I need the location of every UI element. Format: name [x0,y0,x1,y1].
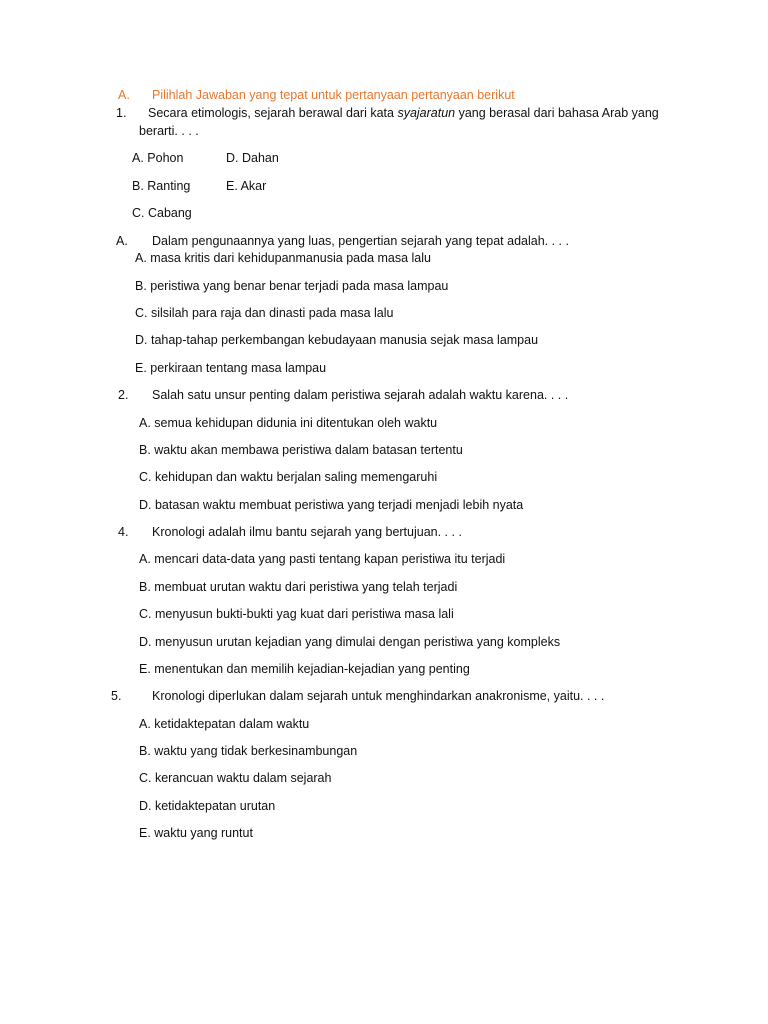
q4-option-c: C. menyusun bukti-bukti yag kuat dari peristiwa masa lali [139,607,454,621]
q1-option-b: B. Ranting [132,179,191,193]
question-5-text: Kronologi diperlukan dalam sejarah untuk menghindarkan anakronisme, yaitu. . . . [152,689,605,703]
question-5-number: 5. [111,689,122,703]
q2-option-b: B. peristiwa yang benar benar terjadi pada masa lampau [135,279,449,293]
question-1-number: 1. [116,106,127,120]
q2-option-e: E. perkiraan tentang masa lampau [135,361,327,375]
section-title: Pilihlah Jawaban yang tepat untuk pertanyaan pertanyaan berikut [152,88,515,102]
q3-option-c: C. kehidupan dan waktu berjalan saling memengaruhi [139,470,438,484]
q4-option-e: E. menentukan dan memilih kejadian-kejadian yang penting [139,662,470,676]
q4-option-a: A. mencari data-data yang pasti tentang kapan peristiwa itu terjadi [139,552,506,566]
q1-option-c: C. Cabang [132,206,192,220]
q4-option-b: B. membuat urutan waktu dari peristiwa yang telah terjadi [139,580,458,594]
question-1-text-italic: syajaratun [397,106,456,120]
question-1-text-before: Secara etimologis, sejarah berawal dari kata [148,106,398,120]
question-4-number: 4. [118,525,129,539]
question-3-number: 2. [118,388,129,402]
question-2-text: Dalam pengunaannya yang luas, pengertian sejarah yang tepat adalah. . . . [152,234,569,248]
q5-option-d: D. ketidaktepatan urutan [139,799,276,813]
question-1-text-cont: berarti. . . . [139,124,199,138]
q1-option-a: A. Pohon [132,151,184,165]
q4-option-d: D. menyusun urutan kejadian yang dimulai dengan peristiwa yang kompleks [139,635,561,649]
q3-option-d: D. batasan waktu membuat peristiwa yang terjadi menjadi lebih nyata [139,498,524,512]
q2-option-a: A. masa kritis dari kehidupanmanusia pada masa lalu [135,251,431,265]
q1-option-e: E. Akar [226,179,267,193]
question-3-text: Salah satu unsur penting dalam peristiwa sejarah adalah waktu karena. . . . [152,388,569,402]
question-2-number: A. [116,234,128,248]
q2-option-c: C. silsilah para raja dan dinasti pada masa lalu [135,306,394,320]
q5-option-a: A. ketidaktepatan dalam waktu [139,717,310,731]
q3-option-a: A. semua kehidupan didunia ini ditentukan oleh waktu [139,416,438,430]
question-1-text-after: yang berasal dari bahasa Arab yang [455,106,659,120]
q5-option-b: B. waktu yang tidak berkesinambungan [139,744,358,758]
q2-option-d: D. tahap-tahap perkembangan kebudayaan manusia sejak masa lampau [135,333,539,347]
q3-option-b: B. waktu akan membawa peristiwa dalam batasan tertentu [139,443,463,457]
question-4-text: Kronologi adalah ilmu bantu sejarah yang bertujuan. . . . [152,525,462,539]
section-letter: A. [118,88,130,102]
q1-option-d: D. Dahan [226,151,279,165]
q5-option-e: E. waktu yang runtut [139,826,253,840]
q5-option-c: C. kerancuan waktu dalam sejarah [139,771,332,785]
question-1-text [148,105,659,121]
